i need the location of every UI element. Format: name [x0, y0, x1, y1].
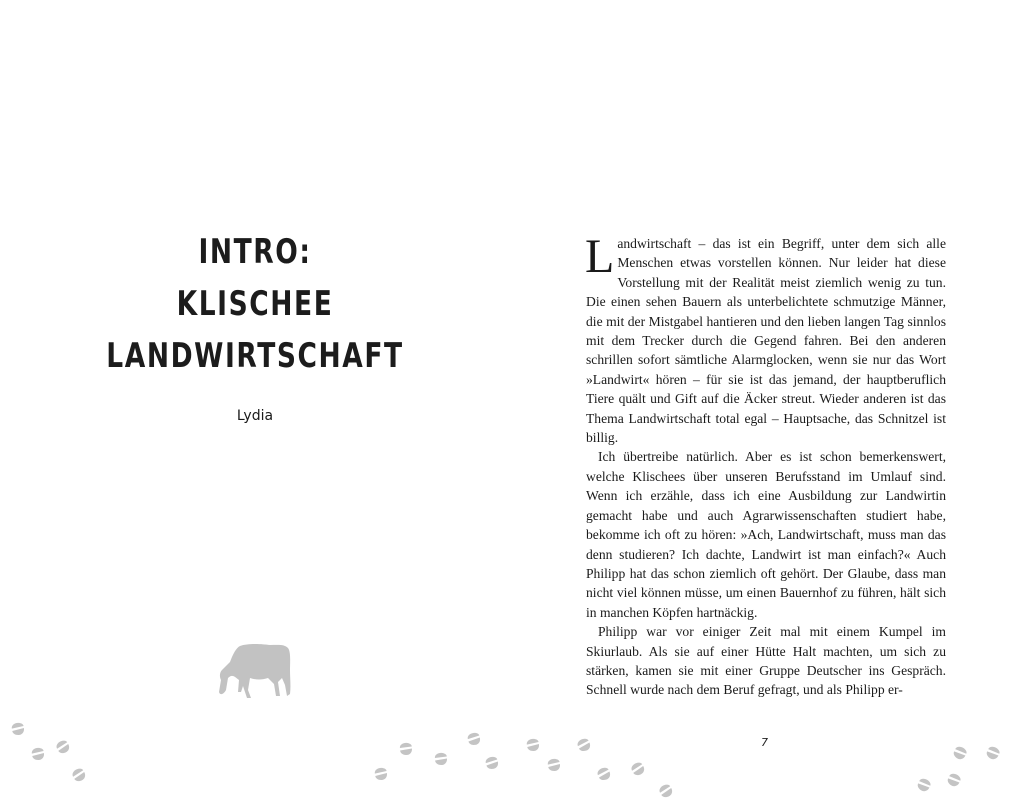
hoofprint-icon — [9, 721, 27, 738]
cow-icon — [218, 640, 292, 702]
hoofprint-icon — [545, 757, 563, 774]
hoofprint-icon — [397, 741, 414, 756]
page-number: 7 — [761, 736, 768, 749]
paragraph-1 — [585, 230, 946, 447]
paragraph-3: Philipp war vor einiger Zeit mal mit einem Kumpel im Skiurlaub. Als sie auf einer Hütte Halt machten, um sich zu stärken, kamen sie mit einer Gruppe Deutscher ins Gespräch. Schnell wurde nach dem Beruf gefragt, und als Philipp er- — [586, 624, 946, 698]
author-name: Lydia — [236, 408, 274, 424]
paragraph-1-text: andwirtschaft – das ist ein Begriff, unter dem sich alle Menschen etwas vorstellen können. Nur leider hat diese Vorstellung mit der Realität meist ziemlich wenig zu tun. Die einen sehen Bauern als unterbelichtete schmutzige Männer, die mit der Mistgabel hantieren und den lieben langen Tag sinnlos mit dem Trecker durch die Gegend fahren. Bei den anderen schrillen sofort sämtliche Alarmglocken, wenn sie nur das Wort »Landwirt« hören – für sie ist das jemand, der hauptberuflich Tiere quält und Gift auf die Äcker streut. Wieder anderen ist das Thema Landwirtschaft total egal – Hauptsache, das Schnitzel ist billig. — [586, 236, 946, 446]
left-page — [0, 0, 510, 793]
hoofprint-icon — [432, 751, 449, 766]
chapter-title-line-1: INTRO: — [198, 232, 312, 272]
chapter-title-line-2: KLISCHEE — [176, 284, 334, 324]
body-text — [585, 230, 946, 700]
chapter-title — [56, 226, 454, 382]
hoofprint-icon — [29, 746, 47, 763]
hoofprint-icon — [372, 766, 390, 783]
paragraph-2: Ich übertreibe natürlich. Aber es ist schon bemerkenswert, welche Klischees über unseren Berufsstand im Umlauf sind. Wenn ich erzähle, dass ich eine Ausbildung zur Landwirtin gemacht habe und auch Agrarwissenschaften studiert habe, bekomme ich oft zu hören: »Ach, Landwirtschaft, muss man das denn studieren? Ich dachte, Landwirt ist man einfach?« Auch Philipp hat das schon ziemlich oft gehört. Der Glaube, dass man nicht viel können müsse, um einen Bauernhof zu führen, hält sich in manchen Köpfen hartnäckig. — [586, 449, 946, 620]
drop-cap: L — [585, 230, 615, 283]
hoofprint-icon — [524, 737, 542, 754]
chapter-title-line-3: LANDWIRTSCHAFT — [106, 336, 404, 376]
